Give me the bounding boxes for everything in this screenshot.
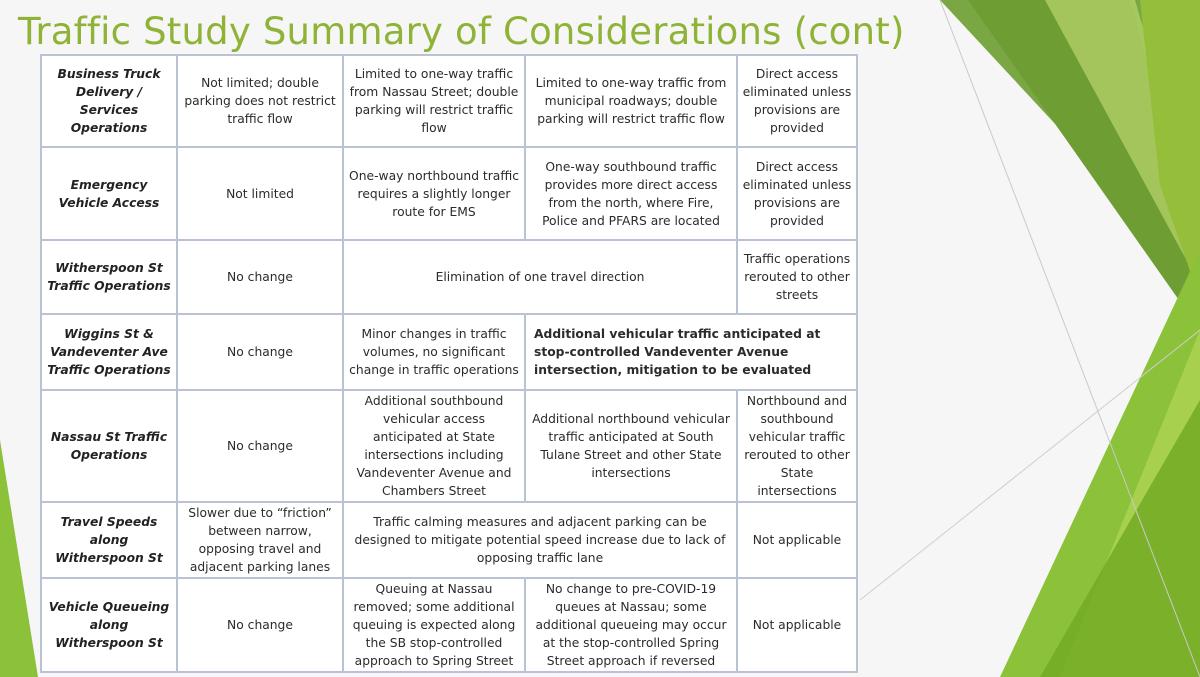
table-cell: Direct access eliminated unless provisions are provided — [737, 55, 857, 147]
table-cell: One-way southbound traffic provides more direct access from the north, where Fire, Police and PFARS are located — [525, 147, 737, 240]
table-cell-highlight: Additional vehicular traffic anticipated at stop-controlled Vandeventer Avenue intersection, mitigation to be evaluated — [525, 314, 857, 390]
row-header: Nassau St Traffic Operations — [41, 390, 177, 502]
considerations-table — [40, 54, 858, 673]
table-row — [41, 502, 857, 578]
table-cell: Not limited — [177, 147, 343, 240]
table-cell: Queuing at Nassau removed; some additional queuing is expected along the SB stop-controlled approach to Spring Street — [343, 578, 525, 672]
table-cell: Additional southbound vehicular access anticipated at State intersections including Vandeventer Avenue and Chambers Street — [343, 390, 525, 502]
table-cell: Northbound and southbound vehicular traffic rerouted to other State intersections — [737, 390, 857, 502]
table-row — [41, 147, 857, 240]
table-cell: Traffic calming measures and adjacent parking can be designed to mitigate potential speed increase due to lack of opposing traffic lane — [343, 502, 737, 578]
row-header: Wiggins St & Vandeventer Ave Traffic Operations — [41, 314, 177, 390]
deco-shape-left — [0, 440, 38, 677]
row-header: Travel Speeds along Witherspoon St — [41, 502, 177, 578]
table-cell: Limited to one-way traffic from Nassau Street; double parking will restrict traffic flow — [343, 55, 525, 147]
table-cell: Elimination of one travel direction — [343, 240, 737, 314]
table-cell: Slower due to “friction” between narrow, opposing travel and adjacent parking lanes — [177, 502, 343, 578]
table-cell: No change — [177, 390, 343, 502]
row-header: Witherspoon St Traffic Operations — [41, 240, 177, 314]
table-cell: Direct access eliminated unless provisions are provided — [737, 147, 857, 240]
table-cell: Not applicable — [737, 502, 857, 578]
slide-title: Traffic Study Summary of Considerations (cont) — [18, 10, 905, 53]
table-row — [41, 240, 857, 314]
table-cell: Additional northbound vehicular traffic anticipated at South Tulane Street and other State intersections — [525, 390, 737, 502]
table-row — [41, 578, 857, 672]
row-header: Vehicle Queueing along Witherspoon St — [41, 578, 177, 672]
table-cell: Traffic operations rerouted to other streets — [737, 240, 857, 314]
table-cell: No change to pre-COVID-19 queues at Nassau; some additional queueing may occur at the stop-controlled Spring Street approach if reversed — [525, 578, 737, 672]
table-row — [41, 55, 857, 147]
table-cell: Not limited; double parking does not restrict traffic flow — [177, 55, 343, 147]
row-header: Emergency Vehicle Access — [41, 147, 177, 240]
table-row — [41, 314, 857, 390]
table-cell: No change — [177, 314, 343, 390]
table-cell: No change — [177, 578, 343, 672]
table-cell: Minor changes in traffic volumes, no significant change in traffic operations — [343, 314, 525, 390]
table-cell: No change — [177, 240, 343, 314]
table-row — [41, 390, 857, 502]
table-cell: One-way northbound traffic requires a slightly longer route for EMS — [343, 147, 525, 240]
row-header: Business Truck Delivery / Services Operations — [41, 55, 177, 147]
table-cell: Limited to one-way traffic from municipal roadways; double parking will restrict traffic flow — [525, 55, 737, 147]
table-cell: Not applicable — [737, 578, 857, 672]
